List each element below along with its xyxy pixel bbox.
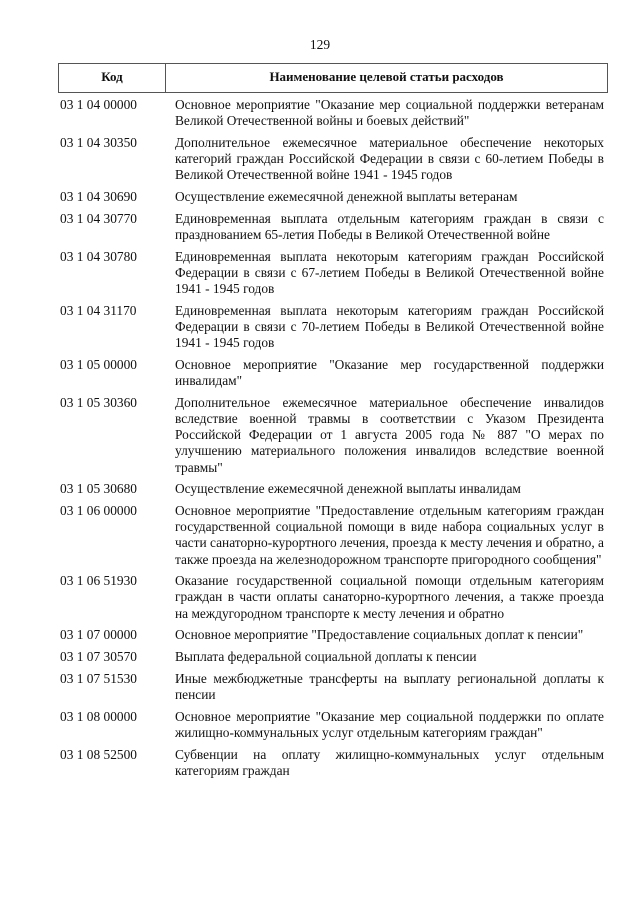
table-row (58, 357, 608, 389)
row-name: Иные межбюджетные трансферты на выплату региональной доплаты к пенсии (175, 670, 604, 702)
row-name: Единовременная выплата некоторым категориям граждан Российской Федерации в связи с 67-летием Победы в Великой Отечественной войне 1941 - 1945 годов (175, 248, 604, 297)
row-code: 03 1 07 00000 (60, 627, 137, 643)
row-code: 03 1 04 30690 (60, 189, 137, 205)
row-code: 03 1 05 30360 (60, 394, 137, 410)
row-code: 03 1 04 30770 (60, 210, 137, 226)
row-name: Основное мероприятие "Оказание мер социальной поддержки ветеранам Великой Отечественной войны и боевых действий" (175, 97, 604, 129)
table-row (58, 481, 608, 497)
table-row (58, 395, 608, 476)
header-code: Код (59, 64, 166, 92)
table-row (58, 649, 608, 665)
table-row (58, 211, 608, 243)
row-code: 03 1 07 51530 (60, 670, 137, 686)
row-name: Основное мероприятие "Предоставление социальных доплат к пенсии" (175, 627, 584, 643)
row-name: Основное мероприятие "Оказание мер государственной поддержки инвалидам" (175, 356, 604, 389)
table-row (58, 303, 608, 352)
row-code: 03 1 06 51930 (60, 573, 137, 589)
table-row (58, 573, 608, 622)
table-row (58, 747, 608, 779)
table-header (58, 63, 608, 93)
header-name: Наименование целевой статьи расходов (269, 69, 504, 84)
table-row (58, 503, 608, 568)
row-code: 03 1 08 00000 (60, 708, 137, 724)
row-code: 03 1 05 00000 (60, 356, 137, 372)
row-name: Осуществление ежемесячной денежной выплаты ветеранам (175, 189, 518, 205)
row-name: Основное мероприятие "Предоставление отдельным категориям граждан государственной социальной помощи в виде набора социальных услуг в части санаторно-курортного лечения, проезда к месту лечения и обратно, а также проезда на железнодорожном транспорте пригородного сообщения" (175, 502, 604, 567)
row-code: 03 1 07 30570 (60, 649, 137, 665)
page-number: 129 (309, 37, 331, 52)
row-name: Дополнительное ежемесячное материальное обеспечение некоторых категорий граждан Российской Федерации в связи с 60-летием Победы в Великой Отечественной войне 1941 - 1945 годов (175, 134, 604, 183)
row-name: Единовременная выплата некоторым категориям граждан Российской Федерации в связи с 70-летием Победы в Великой Отечественной войне 1941 - 1945 годов (175, 302, 604, 351)
row-code: 03 1 04 30350 (60, 134, 137, 150)
table-row (58, 249, 608, 298)
table-row (58, 671, 608, 703)
row-code: 03 1 04 30780 (60, 248, 137, 264)
row-name: Дополнительное ежемесячное материальное обеспечение инвалидов вследствие военной травмы в соответствии с Указом Президента Российской Федерации от 1 августа 2005 года № 887 "О мерах по улучшению материального положения инвалидов вследствие военной травмы" (175, 394, 604, 475)
row-name: Основное мероприятие "Оказание мер социальной поддержки по оплате жилищно-коммунальных услуг отдельным категориям граждан" (175, 708, 604, 740)
row-name: Оказание государственной социальной помощи отдельным категориям граждан в части оплаты санаторно-курортного лечения, а также проезда на междугородном транспорте к месту лечения и обратно (175, 573, 604, 621)
row-code: 03 1 04 31170 (60, 302, 137, 318)
row-name: Единовременная выплата отдельным категориям граждан в связи с празднованием 65-летия Победы в Великой Отечественной войне (175, 210, 604, 242)
row-code: 03 1 06 00000 (60, 502, 137, 518)
row-name: Субвенции на оплату жилищно-коммунальных услуг отдельным категориям граждан (175, 746, 604, 778)
row-name: Осуществление ежемесячной денежной выплаты инвалидам (175, 481, 521, 497)
row-name: Выплата федеральной социальной доплаты к пенсии (175, 649, 477, 665)
row-code: 03 1 08 52500 (60, 746, 137, 762)
table-body (58, 97, 608, 785)
row-code: 03 1 05 30680 (60, 481, 137, 497)
table-row (58, 627, 608, 643)
row-code: 03 1 04 00000 (60, 97, 137, 112)
table-row (58, 189, 608, 205)
table-row (58, 97, 608, 129)
table-row (58, 135, 608, 184)
table-row (58, 709, 608, 741)
